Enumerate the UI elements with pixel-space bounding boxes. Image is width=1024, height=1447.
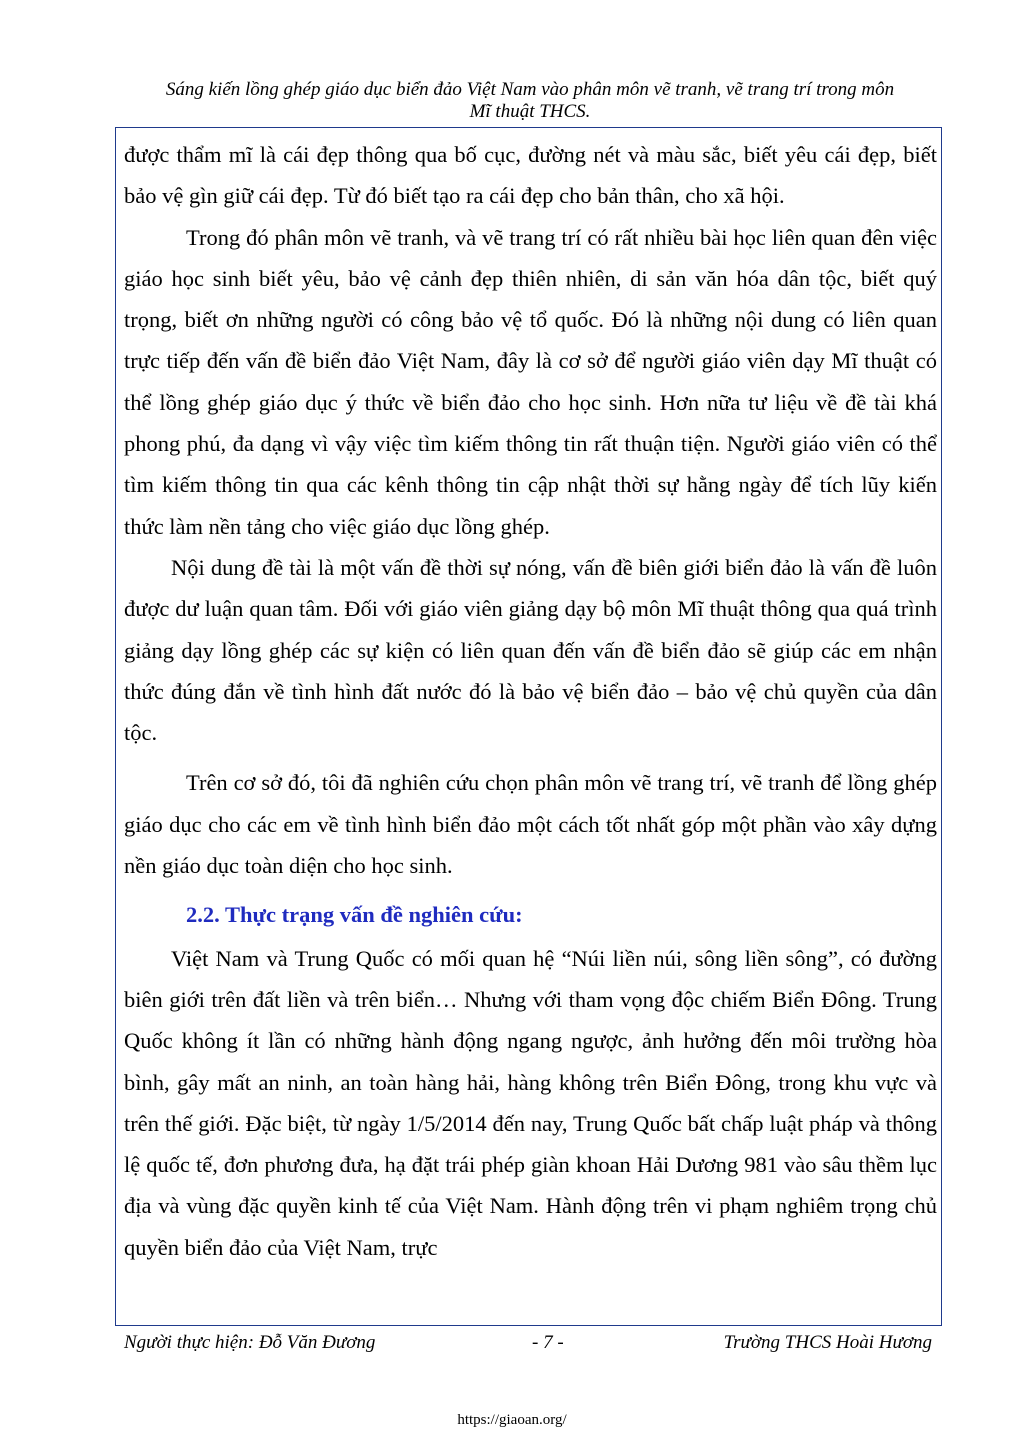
section-paragraph: Việt Nam và Trung Quốc có mối quan hệ “Núi liền núi, sông liền sông”, có đường biên giới trên đất liền và trên biển… Nhưng với tham vọng độc chiếm Biển Đông. Trung Quốc không ít lần có những hành động ngang ngược, ảnh hưởng đến môi trường hòa bình, gây mất an ninh, an toàn hàng hải, hàng không trên Biển Đông, trong khu vực và trên thế giới. Đặc biệt, từ ngày 1/5/2014 đến nay, Trung Quốc bất chấp luật pháp và thông lệ quốc tế, đơn phương đưa, hạ đặt trái phép giàn khoan Hải Dương 981 vào sâu thềm lục địa và vùng đặc quyền kinh tế của Việt Nam. Hành động trên vi phạm nghiêm trọng chủ quyền biển đảo của Việt Nam, trực	[124, 945, 937, 1260]
footer-page-number: - 7 -	[532, 1332, 564, 1353]
body-paragraph-3: Nội dung đề tài là một vấn đề thời sự nóng, vấn đề biên giới biển đảo là vấn đề luôn được dư luận quan tâm. Đối với giáo viên giảng dạy bộ môn Mĩ thuật thông qua quá trình giảng dạy lồng ghép các sự kiện có liên quan đến vấn đề biển đảo sẽ giúp các em nhận thức đúng đắn về tình hình đất nước đó là bảo vệ biển đảo – bảo vệ chủ quyền của dân tộc.	[124, 554, 937, 746]
header-title-line-2: Mĩ thuật THCS.	[469, 101, 591, 122]
body-paragraph-4: Trên cơ sở đó, tôi đã nghiên cứu chọn phân môn vẽ trang trí, vẽ tranh để lồng ghép giáo dục cho các em về tình hình biển đảo một cách tốt nhất góp một phần vào xây dựng nền giáo dục toàn diện cho học sinh.	[124, 770, 937, 879]
body-paragraph-1: được thẩm mĩ là cái đẹp thông qua bố cục, đường nét và màu sắc, biết yêu cái đẹp, biết bảo vệ gìn giữ cái đẹp. Từ đó biết tạo ra cái đẹp cho bản thân, cho xã hội.	[124, 142, 937, 209]
header-title-line-1: Sáng kiến lồng ghép giáo dục biển đảo Việt Nam vào phân môn vẽ tranh, vẽ trang trí trong môn	[165, 79, 895, 100]
footer-author: Người thực hiện: Đỗ Văn Đương	[124, 1332, 376, 1353]
footer-school: Trường THCS Hoài Hương	[723, 1332, 932, 1353]
document-body	[124, 134, 937, 1268]
body-paragraph-2: Trong đó phân môn vẽ tranh, và vẽ trang trí có rất nhiều bài học liên quan đên việc giáo học sinh biết yêu, bảo vệ cảnh đẹp thiên nhiên, di sản văn hóa dân tộc, biết quý trọng, biết ơn những người có công bảo vệ tổ quốc. Đó là những nội dung có liên quan trực tiếp đến vấn đề biển đảo Việt Nam, đây là cơ sở để người giáo viên dạy Mĩ thuật có thể lồng ghép giáo dục ý thức về biển đảo cho học sinh. Hơn nữa tư liệu về đề tài khá phong phú, đa dạng vì vậy việc tìm kiếm thông tin rất thuận tiện. Người giáo viên có thể tìm kiếm thông tin qua các kênh thông tin cập nhật thời sự hằng ngày để tích lũy kiến thức làm nền tảng cho việc giáo dục lồng ghép.	[124, 224, 937, 539]
source-url-link[interactable]: https://giaoan.org/	[457, 1412, 567, 1428]
section-heading: 2.2. Thực trạng vấn đề nghiên cứu:	[186, 902, 523, 928]
running-header	[100, 79, 960, 123]
